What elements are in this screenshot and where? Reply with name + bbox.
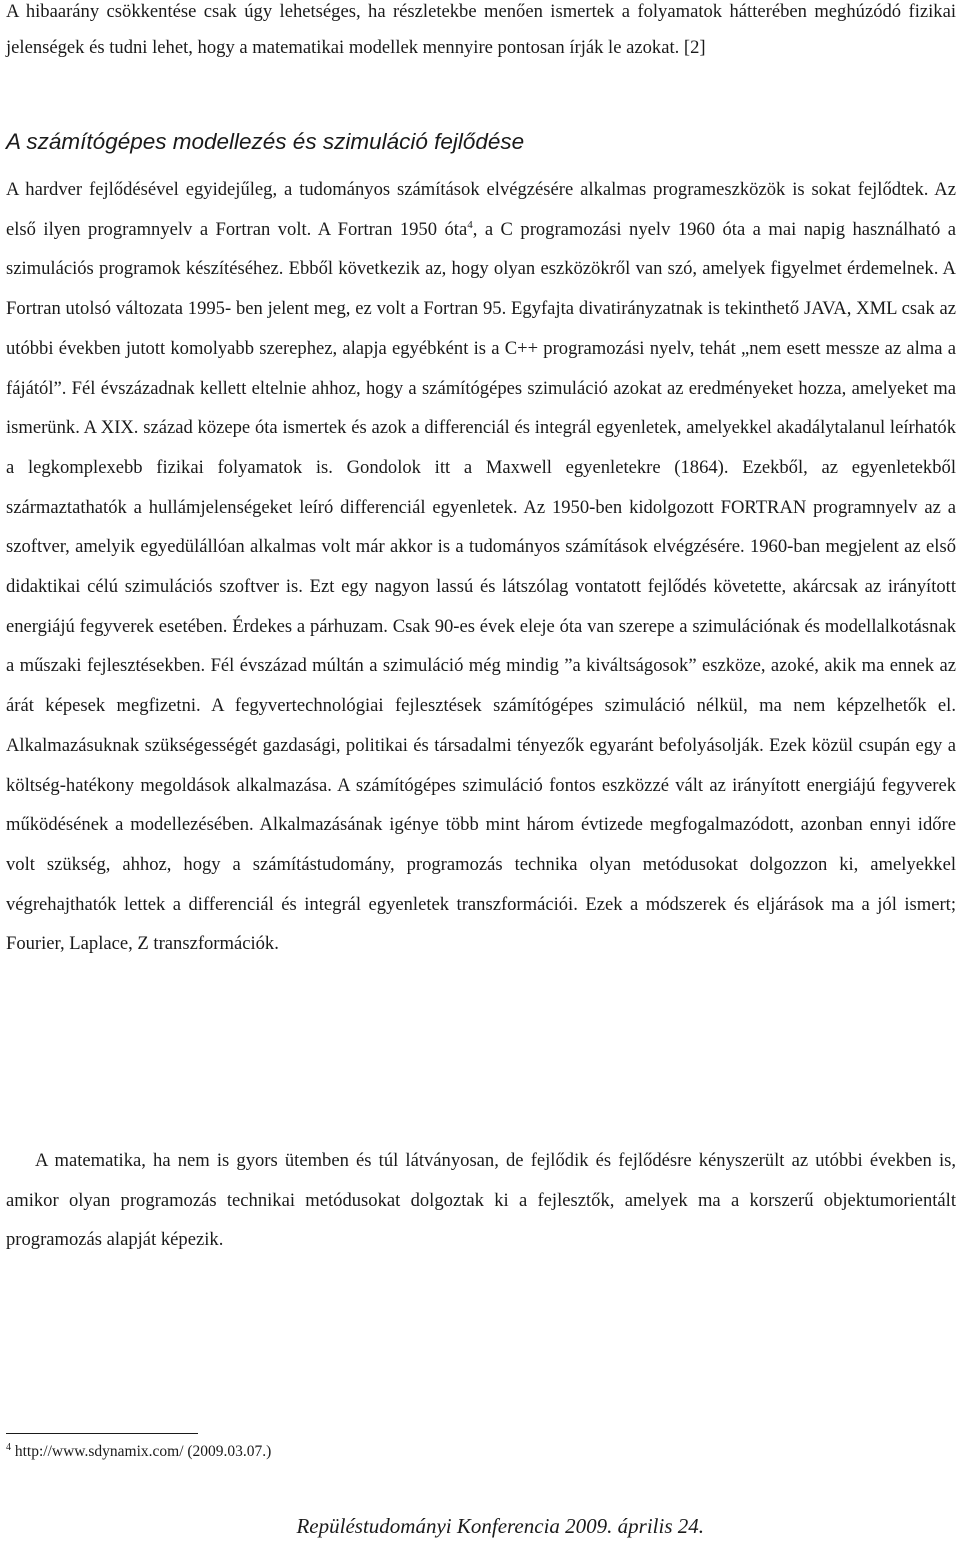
footnote-separator: [6, 1433, 198, 1434]
intro-paragraph: A hibaarány csökkentése csak úgy lehetséges, ha részletekbe menően ismertek a folyamatok hátterében meghúzódó fizikai jelenségek és tudni lehet, hogy a matematikai modellek mennyire pontosan írják le azokat. [2]: [6, 1, 956, 58]
footnote: [6, 1442, 271, 1462]
section-heading: A számítógépes modellezés és szimuláció fejlődése: [6, 129, 525, 154]
body-text-part-b: , a C programozási nyelv 1960 óta a mai napig használható a szimulációs programok készítéséhez. Ebből következik az, hogy olyan eszközökről van szó, amelyek figyelmet érdemelnek. A Fortran utolsó változata 1995- ben jelent meg, ez volt a Fortran 95. Egyfajta divatirányzatnak is tekinthető JAVA, XML csak az utóbbi években jutott komolyabb szerephez, alapja egyébként is a C++ programozási nyelv, tehát „nem esett messze az alma a fájától”. Fél évszázadnak kellett eltelnie ahhoz, hogy a számítógépes szimuláció azokat az eredményeket hozza, amelyeket ma ismerünk. A XIX. század közepe óta ismertek és azok a differenciál és integrál egyenletek, amelyekkel akadálytalanul leírhatók a legkomplexebb fizikai folyamatok is. Gondolok itt a Maxwell egyenletekre (1864). Ezekből, az egyenletekből származtathatók a hullámjelenségeket leíró differenciál egyenletek. Az 1950-ben kidolgozott FORTRAN programnyelv az a szoftver, amelyik egyedülállóan alkalmas volt már akkor is a tudományos számítások elvégzésére. 1960-ban megjelent az első didaktikai célú szimulációs szoftver is. Ezt egy nagyon lassú és látszólag vontatott fejlődés követette, akárcsak az irányított energiájú fegyverek esetében. Érdekes a párhuzam. Csak 90-es évek eleje óta van szerepe a szimulációnak és modellalkotásnak a műszaki fejlesztésekben. Fél évszázad múltán a szimuláció még mindig ”a kiváltságosok” eszköze, azoké, akik ma ennek az árát képesek megfizetni. A fegyvertechnológiai fejlesztések számítógépes szimuláció nélkül, ma nem képzelhetők el. Alkalmazásuknak szükségességét gazdasági, politikai és társadalmi tényezők egyaránt befolyásolják. Ezek közül csupán egy a költség-hatékony megoldások alkalmazása. A számítógépes szimuláció fontos eszközzé vált az irányított energiájú fegyverek működésének a modellezésében. Alkalmazásának igénye több mint három évtizede megfogalmazódott, azonban ennyi időre volt szükség, ahhoz, hogy a számítástudomány, programozás technika olyan metódusokat dolgozzon ki, amelyekkel végrehajthatók lettek a differenciál és integrál egyenletek transzformációi. Ezek a módszerek és eljárások ma a jól ismert; Fourier, Laplace, Z transzformációk.: [6, 218, 956, 955]
body-text-part-a: A hardver fejlődésével egyidejűleg, a tudományos számítások elvégzésére alkalmas programeszközök is sokat fejlődtek. Az első ilyen programnyelv a Fortran volt. A Fortran 1950 óta: [6, 179, 956, 240]
footnote-text: http://www.sdynamix.com/ (2009.03.07.): [11, 1443, 272, 1460]
body-paragraph-1: [6, 170, 956, 964]
footnote-number: 4: [6, 1442, 11, 1453]
body-paragraph-2: A matematika, ha nem is gyors ütemben és túl látványosan, de fejlődik és fejlődésre kényszerült az utóbbi években is, amikor olyan programozás technikai metódusokat dolgoztak ki a fejlesztők, amelyek ma a korszerű objektumorientált programozás alapját képezik.: [6, 1150, 956, 1251]
footnote-reference[interactable]: 4: [467, 218, 473, 231]
page-footer: Repüléstudományi Konferencia 2009. április 24.: [296, 1514, 704, 1538]
